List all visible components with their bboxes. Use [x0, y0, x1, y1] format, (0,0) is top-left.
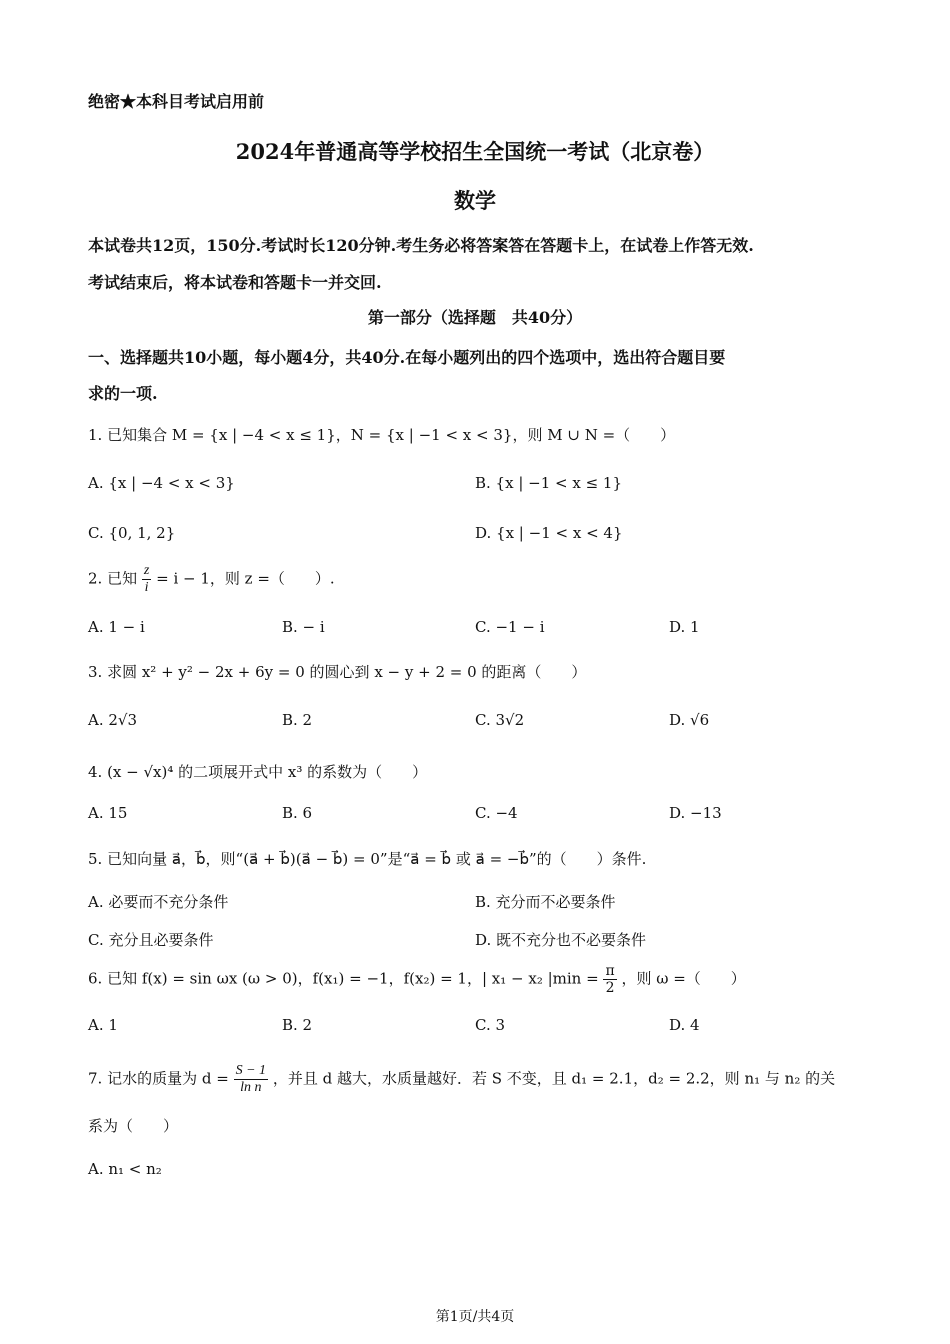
fraction-numerator: S − 1: [235, 1063, 267, 1078]
page-number: 第1页/共4页: [435, 1309, 515, 1325]
fraction-numerator: z: [143, 563, 150, 578]
option-b: B. {x | −1 < x ≤ 1}: [475, 474, 623, 492]
option-a: A. 1 − i: [88, 618, 145, 636]
question-stem: 1. 已知集合 M = {x | −4 < x ≤ 1}，N = {x | −1 < x < 3}，则 M ∪ N =（ ）: [88, 426, 676, 444]
stem-suffix: = i − 1，则 z =（ ）.: [156, 569, 335, 588]
option-a: A. 2√3: [88, 711, 138, 729]
fraction-denominator: i: [144, 580, 149, 595]
option-b: B. 2: [282, 1016, 313, 1034]
stem-suffix: ，并且 d 越大，水质量越好．若 S 不变，且 d₁ = 2.1，d₂ = 2.2，则 n₁ 与 n₂ 的关: [272, 1069, 836, 1088]
section-instructions-2: 求的一项.: [88, 384, 158, 403]
option-c: C. −1 − i: [475, 618, 545, 636]
option-c: C. {0, 1, 2}: [88, 524, 176, 542]
subject-title: 数学: [454, 188, 496, 213]
fraction-denominator: ln n: [240, 1080, 262, 1095]
option-c: C. 3√2: [475, 711, 525, 729]
option-a: A. 15: [88, 804, 128, 822]
exam-title: 2024年普通高等学校招生全国统一考试（北京卷）: [235, 139, 715, 164]
fraction: [603, 963, 616, 996]
question-stem-line-2: 系为（ ）: [88, 1117, 179, 1135]
question-stem: [88, 1063, 835, 1096]
option-a: A. 1: [88, 1016, 118, 1034]
option-b: B. 充分而不必要条件: [475, 893, 616, 911]
section-instructions-1: 一、选择题共10小题，每小题4分，共40分.在每小题列出的四个选项中，选出符合题目要: [88, 348, 726, 367]
option-d: D. 1: [669, 618, 700, 636]
stem-suffix: ，则 ω =（ ）: [621, 969, 746, 988]
stem-prefix: 7. 记水的质量为 d =: [88, 1069, 229, 1088]
option-b: B. 2: [282, 711, 313, 729]
intro-line-2: 考试结束后，将本试卷和答题卡一并交回.: [88, 273, 382, 292]
question-stem: 5. 已知向量 a⃗，b⃗，则“(a⃗ + b⃗)(a⃗ − b⃗) = 0”是“a⃗ = b⃗ 或 a⃗ = −b⃗”的（ ）条件.: [88, 850, 647, 868]
option-a: A. {x | −4 < x < 3}: [88, 474, 235, 492]
fraction: [234, 1063, 268, 1096]
option-a: A. 必要而不充分条件: [88, 893, 229, 911]
option-d: D. √6: [669, 711, 710, 729]
option-c: C. −4: [475, 804, 518, 822]
secret-label: 绝密★本科目考试启用前: [88, 92, 265, 111]
option-d: D. 4: [669, 1016, 700, 1034]
question-stem: 4. (x − √x)⁴ 的二项展开式中 x³ 的系数为（ ）: [88, 763, 428, 781]
question-stem: [88, 563, 335, 596]
option-c: C. 3: [475, 1016, 506, 1034]
stem-prefix: 6. 已知 f(x) = sin ωx (ω > 0)，f(x₁) = −1，f(x₂) = 1，| x₁ − x₂ |min =: [88, 969, 599, 988]
option-c: C. 充分且必要条件: [88, 931, 214, 949]
option-a: A. n₁ < n₂: [88, 1160, 162, 1178]
fraction-numerator: π: [605, 963, 615, 979]
fraction: [142, 563, 151, 596]
question-stem: 3. 求圆 x² + y² − 2x + 6y = 0 的圆心到 x − y + 2 = 0 的距离（ ）: [88, 663, 587, 681]
question-stem: [88, 963, 746, 996]
stem-prefix: 2. 已知: [88, 569, 138, 588]
option-d: D. −13: [669, 804, 722, 822]
option-d: D. 既不充分也不必要条件: [475, 931, 647, 949]
option-b: B. − i: [282, 618, 325, 636]
part-title: 第一部分（选择题 共40分）: [367, 308, 583, 327]
option-b: B. 6: [282, 804, 313, 822]
fraction-denominator: 2: [605, 980, 615, 996]
option-d: D. {x | −1 < x < 4}: [475, 524, 623, 542]
intro-line-1: 本试卷共12页，150分.考试时长120分钟.考生务必将答案答在答题卡上，在试卷上作答无效.: [88, 236, 754, 255]
